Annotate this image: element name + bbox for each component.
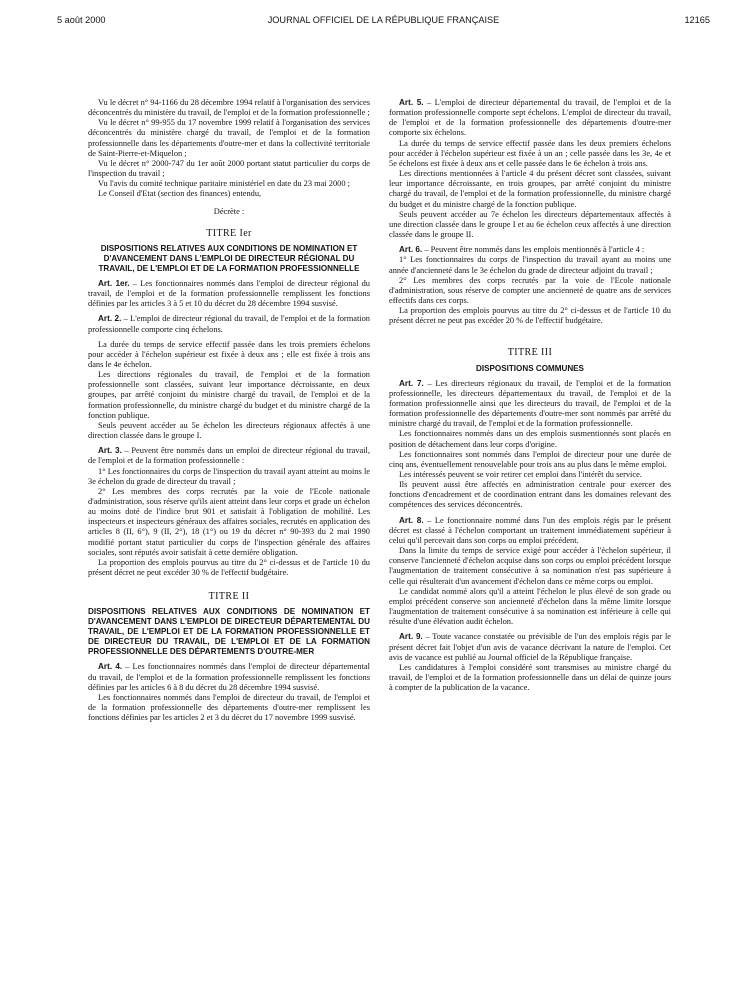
header-page-number: 12165	[684, 15, 710, 25]
article-9-label: Art. 9.	[399, 632, 423, 642]
article-4-label: Art. 4.	[98, 662, 123, 672]
article-paragraph: Les directions mentionnées à l'article 4 du présent décret sont classées, suivant leur importance décroissante, en trois groupes, par arrêté conjoint du ministre chargé du travail, de l'emploi et de la formation professionnelle, du ministre chargé du budget et du ministre chargé de la fonction publique.	[389, 169, 671, 209]
article-1	[88, 279, 370, 309]
article-paragraph: La durée du temps de service effectif passée dans les deux premiers échelons pour accéder à l'échelon supérieur est fixée à un an ; celle passée dans les 3e, 4e et 5e échelons est fixée à deux ans et celle passée dans le 6e échelon à trois ans.	[389, 138, 671, 168]
article-paragraph: 2° Les membres des corps recrutés par la voie de l'Ecole nationale d'administration, sous réserve de compter une ancienneté de quatre ans de services effectifs dans ces corps.	[389, 275, 671, 305]
article-7-text: – Les directeurs régionaux du travail, de l'emploi et de la formation professionnelle, les directeurs départementaux du travail, de l'emploi et de la formation professionnelle ainsi que les directeurs du travail, de l'emploi et de la formation professionnelle des départements d'outre-mer sont nommés par arrêté du ministre chargé du travail, de l'emploi et de la formation professionnelle.	[389, 378, 671, 429]
left-column	[88, 98, 370, 723]
article-8-label: Art. 8.	[399, 515, 424, 525]
article-paragraph: Dans la limite du temps de service exigé pour accéder à l'échelon supérieur, il conserve l'ancienneté d'échelon acquise dans son corps ou emploi précédent lorsque l'augmentation de traitement consécutive à sa nomination n'est pas supérieure à celle qui résulterait d'un avancement d'échelon dans ce même corps ou emploi.	[389, 546, 671, 586]
article-6-text: – Peuvent être nommés dans les emplois mentionnés à l'article 4 :	[422, 245, 645, 255]
article-5-label: Art. 5.	[399, 98, 424, 107]
article-1-text: – Les fonctionnaires nommés dans l'emploi de directeur régional du travail, de l'emploi et de la formation professionnelle remplissent les fonctions définies par les articles 3 à 5 et 10 du décret du 28 décembre 1994 susvisé.	[88, 278, 370, 309]
article-paragraph: 2° Les membres des corps recrutés par la voie de l'Ecole nationale d'administration, sous réserve qu'ils aient atteint dans leur corps et grade un échelon au moins doté de l'indice brut 901 et satisfait à l'obligation de mobilité. Les inspecteurs et inspecteurs généraux des affaires sociales, recrutés en application des articles 8 (II, 6°), 9 (II, 2°), 18 (1°) ou 19 du décret n° 90-393 du 2 mai 1990 modifié portant statut particulier du corps de l'inspection générale des affaires sociales, sont réputés avoir satisfait à cette dernière obligation.	[88, 486, 370, 557]
article-paragraph: Les fonctionnaires nommés dans un des emplois susmentionnés sont placés en position de détachement dans leur corps d'origine.	[389, 429, 671, 449]
header-journal-title: JOURNAL OFFICIEL DE LA RÉPUBLIQUE FRANÇAISE	[267, 15, 500, 25]
article-2-label: Art. 2.	[98, 314, 122, 324]
article-3	[88, 446, 370, 466]
article-8-text: – Le fonctionnaire nommé dans l'un des emplois régis par le présent décret est classé à l'échelon comportant un traitement immédiatement supérieur à celui qu'il percevait dans son corps ou emploi précédent.	[389, 515, 671, 545]
titre-2-heading: DISPOSITIONS RELATIVES AUX CONDITIONS DE NOMINATION ET D'AVANCEMENT DANS L'EMPLOI DE DIRECTEUR DÉPARTEMENTAL DU TRAVAIL, DE L'EMPLOI ET DE LA FORMATION PROFESSIONNELLE ET DE DIRECTEUR DU TRAVAIL, DE L'EMPLOI ET DE LA FORMATION PROFESSIONNELLE DES DÉPARTEMENTS D'OUTRE-MER	[88, 607, 370, 657]
article-3-label: Art. 3.	[98, 446, 122, 456]
article-2	[88, 314, 370, 334]
article-paragraph: Les candidatures à l'emploi considéré sont transmises au ministre chargé du travail, de l'emploi et de la formation professionnelle dans un délai de quinze jours à compter de la publication de la vacance.	[389, 662, 671, 693]
article-4-text: – Les fonctionnaires nommés dans l'emploi de directeur départemental du travail, de l'emploi et de la formation professionnelle remplissent les fonctions définies par les articles 6 à 8 du décret du 28 décembre 1994 susvisé.	[88, 662, 370, 692]
article-5-text: – L'emploi de directeur départemental du travail, de l'emploi et de la formation professionnelle comporte sept échelons. L'emploi de directeur du travail, de l'emploi et de la formation professionnelle des départements d'outre-mer comporte six échelons.	[389, 98, 671, 138]
article-9	[389, 632, 671, 662]
article-9-text: – Toute vacance constatée ou prévisible de l'un des emplois régis par le présent décret fait l'objet d'un avis de vacance décrivant la nature de l'emploi. Cet avis de vacance est publié au Journal officiel de la République française.	[389, 632, 671, 662]
visa-paragraph: Le Conseil d'Etat (section des finances) entendu,	[98, 189, 262, 199]
article-6	[389, 245, 671, 255]
article-paragraph: La proportion des emplois pourvus au titre du 2° ci-dessus et de l'article 10 du présent décret ne peut excéder 30 % de l'effectif budgétaire.	[88, 557, 370, 578]
visa-paragraph: Vu le décret n° 94-1166 du 28 décembre 1994 relatif à l'organisation des services déconcentrés du ministère du travail, de l'emploi et de la formation professionnelle ;	[88, 98, 370, 118]
article-4	[88, 662, 370, 692]
article-paragraph: La durée du temps de service effectif passée dans les trois premiers échelons pour accéder à l'échelon supérieur est fixée à deux ans ; elle est fixée à trois ans dans le 4e échelon.	[88, 339, 370, 369]
article-paragraph: Les fonctionnaires sont nommés dans l'emploi de directeur pour une durée de cinq ans, éventuellement renouvelable pour trois ans au plus dans le même emploi.	[389, 449, 671, 469]
header-date: 5 août 2000	[57, 15, 106, 25]
decrete-line: Décrète :	[213, 206, 245, 216]
article-paragraph: 1° Les fonctionnaires du corps de l'inspection du travail ayant au moins une année d'ancienneté dans le 3e échelon du grade de directeur adjoint du travail ;	[389, 255, 671, 275]
article-7	[389, 379, 671, 430]
titre-3-title: TITRE III	[507, 347, 553, 359]
article-paragraph: Seuls peuvent accéder au 7e échelon les directeurs départementaux affectés à une direction classée dans le groupe I et au 6e échelon ceux affectés à une direction classée dans le groupe II.	[389, 209, 671, 240]
article-paragraph: Les intéressés peuvent se voir retirer cet emploi dans l'intérêt du service.	[399, 470, 642, 479]
titre-1-heading: DISPOSITIONS RELATIVES AUX CONDITIONS DE NOMINATION ET D'AVANCEMENT DANS L'EMPLOI DE DIRECTEUR RÉGIONAL DU TRAVAIL, DE L'EMPLOI ET DE LA FORMATION PROFESSIONNELLE	[98, 243, 360, 273]
article-2-text: – L'emploi de directeur régional du travail, de l'emploi et de la formation professionnelle comporte cinq échelons.	[88, 314, 370, 334]
visa-paragraph: Vu le décret n° 99-955 du 17 novembre 1999 relatif à l'organisation des services déconcentrés du ministère chargé du travail, de l'emploi et de la formation professionnelle dans les départements d'outre-mer et dans la collectivité territoriale de Saint-Pierre-et-Miquelon ;	[88, 118, 370, 158]
article-6-label: Art. 6.	[399, 245, 423, 255]
titre-2-title: TITRE II	[208, 591, 250, 603]
article-paragraph: Les directions régionales du travail, de l'emploi et de la formation professionnelle sont classées, suivant leur importance décroissante, en deux groupes, par arrêté conjoint du ministre chargé du travail, de l'emploi et de la formation professionnelle, du ministre chargé du budget et du ministre chargé de la fonction publique.	[88, 370, 370, 420]
article-7-label: Art. 7.	[399, 378, 424, 388]
article-paragraph: Les fonctionnaires nommés dans l'emploi de directeur du travail, de l'emploi et de la formation professionnelle des départements d'outre-mer remplissent les fonctions définies par les articles 2 et 3 du décret du 17 novembre 1999 susvisé.	[88, 692, 370, 723]
page-header	[57, 15, 710, 29]
article-paragraph: Ils peuvent aussi être affectés en administration centrale pour exercer des fonctions d'encadrement et de coordination entrant dans les domaines relevant des compétences des services déconcentrés.	[389, 480, 671, 510]
article-5	[389, 98, 671, 139]
article-paragraph: Le candidat nommé alors qu'il a atteint l'échelon le plus élevé de son grade ou emploi précédent conserve son ancienneté d'échelon dans la même limite lorsque l'augmentation de traitement consécutive à sa nomination est inférieure à celle qui résulte d'une élévation audit échelon.	[389, 586, 671, 627]
article-paragraph: Seuls peuvent accéder au 5e échelon les directeurs régionaux affectés à une direction classée dans le groupe I.	[88, 420, 370, 441]
titre-1-title: TITRE Ier	[206, 227, 252, 239]
article-1-label: Art. 1er.	[98, 278, 130, 288]
visa-paragraph: Vu l'avis du comité technique paritaire ministériel en date du 23 mai 2000 ;	[98, 179, 350, 189]
visa-paragraph: Vu le décret n° 2000-747 du 1er août 2000 portant statut particulier du corps de l'inspection du travail ;	[88, 158, 370, 179]
right-column	[389, 98, 671, 693]
titre-3-heading: DISPOSITIONS COMMUNES	[476, 363, 584, 373]
article-paragraph: La proportion des emplois pourvus au titre du 2° ci-dessus et de l'article 10 du présent décret ne peut pas excéder 20 % de l'effectif budgétaire.	[389, 306, 671, 326]
article-paragraph: 1° Les fonctionnaires du corps de l'inspection du travail ayant atteint au moins le 3e échelon du grade de directeur du travail ;	[88, 466, 370, 486]
article-8	[389, 516, 671, 546]
article-3-text: – Peuvent être nommés dans un emploi de directeur régional du travail, de l'emploi et de la formation professionnelle :	[88, 446, 370, 466]
